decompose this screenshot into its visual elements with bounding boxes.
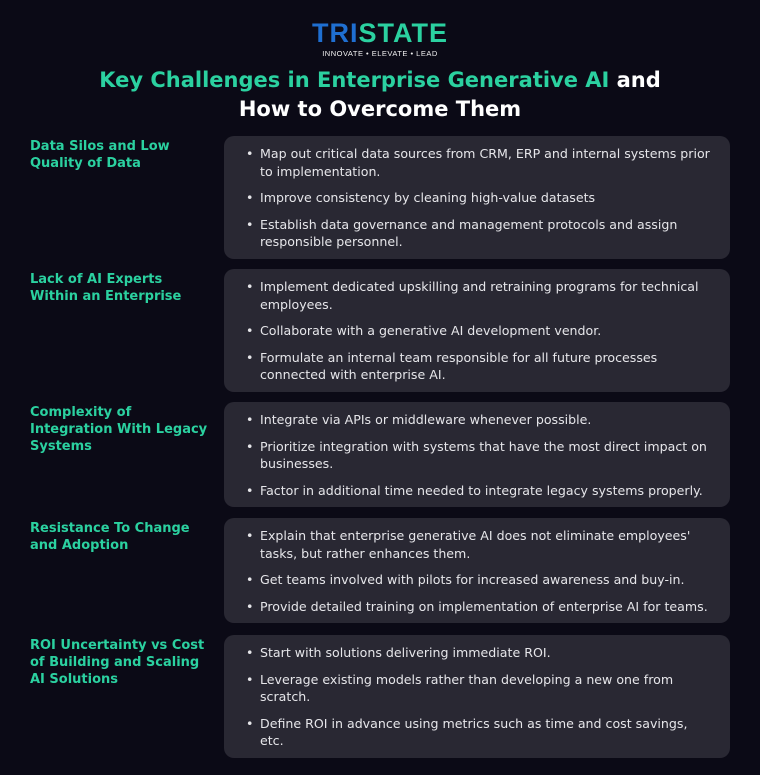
solution-item: • Leverage existing models rather than developing a new one from scratch. [246, 671, 714, 706]
logo-tagline: INNOVATE • ELEVATE • LEAD [322, 49, 438, 58]
challenge-heading: Data Silos and Low Quality of Data [30, 139, 170, 171]
solution-item: • Define ROI in advance using metrics such as time and cost savings, etc. [246, 715, 714, 750]
solution-item: • Formulate an internal team responsible for all future processes connected with enterprise AI. [246, 349, 714, 384]
solution-item: • Start with solutions delivering immediate ROI. [246, 644, 714, 662]
solution-item: • Factor in additional time needed to integrate legacy systems properly. [246, 482, 714, 500]
solution-item: • Provide detailed training on implementation of enterprise AI for teams. [246, 598, 714, 616]
solutions-list [246, 527, 714, 615]
solution-item: • Improve consistency by cleaning high-value datasets [246, 189, 714, 207]
solution-item: • Prioritize integration with systems that have the most direct impact on businesses. [246, 438, 714, 473]
solutions-card [224, 518, 730, 623]
solutions-list [246, 644, 714, 750]
solutions-card [224, 635, 730, 758]
logo-wordmark [0, 20, 760, 47]
solution-item: • Establish data governance and management protocols and assign responsible personnel. [246, 216, 714, 251]
solution-item: • Map out critical data sources from CRM, ERP and internal systems prior to implementation. [246, 145, 714, 180]
solution-item: • Implement dedicated upskilling and retraining programs for technical employees. [246, 278, 714, 313]
challenge-heading: Lack of AI Experts Within an Enterprise [30, 272, 182, 304]
solution-item: • Get teams involved with pilots for increased awareness and buy-in. [246, 571, 714, 589]
solutions-list [246, 145, 714, 251]
solutions-card [224, 136, 730, 259]
solutions-list [246, 411, 714, 499]
title-rest: and How to Overcome Them [238, 68, 661, 121]
solutions-list [246, 278, 714, 384]
challenge-heading: Resistance To Change and Adoption [30, 521, 190, 553]
tristate-logo [0, 20, 760, 58]
challenge-heading: ROI Uncertainty vs Cost of Building and Scaling AI Solutions [30, 638, 205, 687]
logo-part1: TRI [312, 18, 359, 48]
title-highlight: Key Challenges in Enterprise Generative AI [99, 68, 610, 92]
solution-item: • Collaborate with a generative AI development vendor. [246, 322, 714, 340]
solutions-card [224, 402, 730, 507]
challenge-heading: Complexity of Integration With Legacy Systems [30, 405, 208, 454]
solution-item: • Integrate via APIs or middleware whenever possible. [246, 411, 714, 429]
page-title [80, 66, 680, 124]
solutions-card [224, 269, 730, 392]
solution-item: • Explain that enterprise generative AI does not eliminate employees' tasks, but rather enhances them. [246, 527, 714, 562]
logo-part2: STATE [358, 18, 448, 48]
